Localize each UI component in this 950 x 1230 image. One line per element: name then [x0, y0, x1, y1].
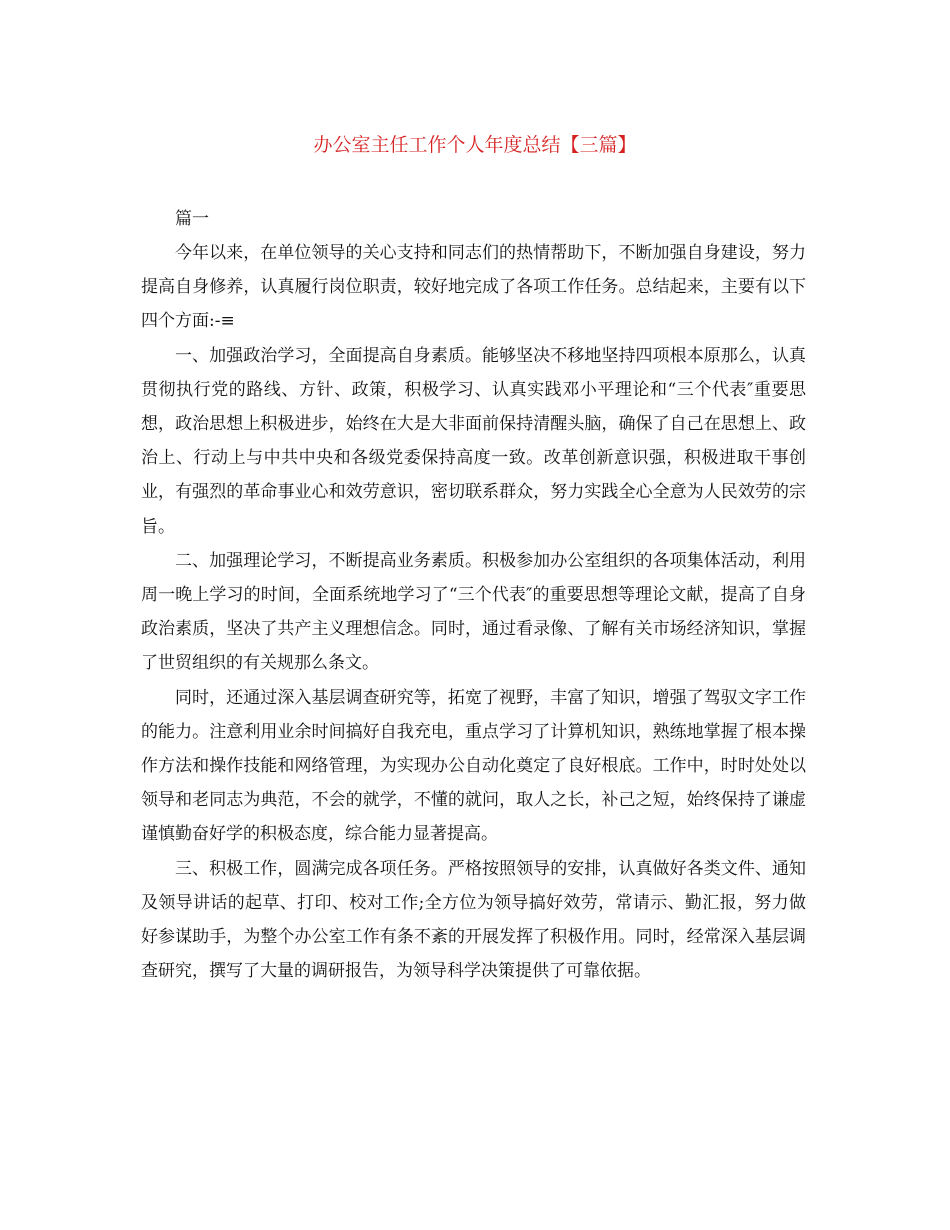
paragraph-political-study: 一、加强政治学习，全面提高自身素质。能够坚决不移地坚持四项根本原那么，认真贯彻执行党的路线、方针、政策，积极学习、认真实践邓小平理论和“三个代表″重要思想，政治思想上积极进步，始终在大是大非面前保持清醒头脑，确保了自己在思想上、政治上、行动上与中共中央和各级党委保持高度一致。改革创新意识强，积极进取干事创业，有强烈的革命事业心和效劳意识，密切联系群众，努力实践全心全意为人民效劳的宗旨。 [141, 345, 806, 537]
paragraph-work-tasks: 三、积极工作，圆满完成各项任务。严格按照领导的安排，认真做好各类文件、通知及领导讲话的起草、打印、校对工作;全方位为领导搞好效劳，常请示、勤汇报，努力做好参谋助手，为整个办公室工作有条不紊的开展发挥了积极作用。同时，经常深入基层调查研究，撰写了大量的调研报告，为领导科学决策提供了可靠依据。 [141, 858, 806, 982]
section-label: 篇一 [175, 209, 209, 229]
document-body [141, 202, 806, 988]
paragraph-self-improvement: 同时，还通过深入基层调查研究等，拓宽了视野，丰富了知识，增强了驾驭文字工作的能力。注意利用业余时间搞好自我充电，重点学习了计算机知识，熟练地掌握了根本操作方法和操作技能和网络管理，为实现办公自动化奠定了良好根底。工作中，时时处处以领导和老同志为典范，不会的就学，不懂的就问，取人之长，补己之短，始终保持了谦虚谨慎勤奋好学的积极态度，综合能力显著提高。 [141, 687, 806, 845]
paragraph-intro: 今年以来，在单位领导的关心支持和同志们的热情帮助下，不断加强自身建设，努力提高自身修养，认真履行岗位职责，较好地完成了各项工作任务。总结起来，主要有以下四个方面:-≡ [141, 243, 806, 332]
paragraph-theory-study: 二、加强理论学习，不断提高业务素质。积极参加办公室组织的各项集体活动，利用周一晚上学习的时间，全面系统地学习了“三个代表″的重要思想等理论文献，提高了自身政治素质，坚决了共产主义理想信念。同时，通过看录像、了解有关市场经济知识，掌握了世贸组织的有关规那么条文。 [141, 550, 806, 674]
document-title: 办公室主任工作个人年度总结【三篇】 [313, 134, 637, 156]
